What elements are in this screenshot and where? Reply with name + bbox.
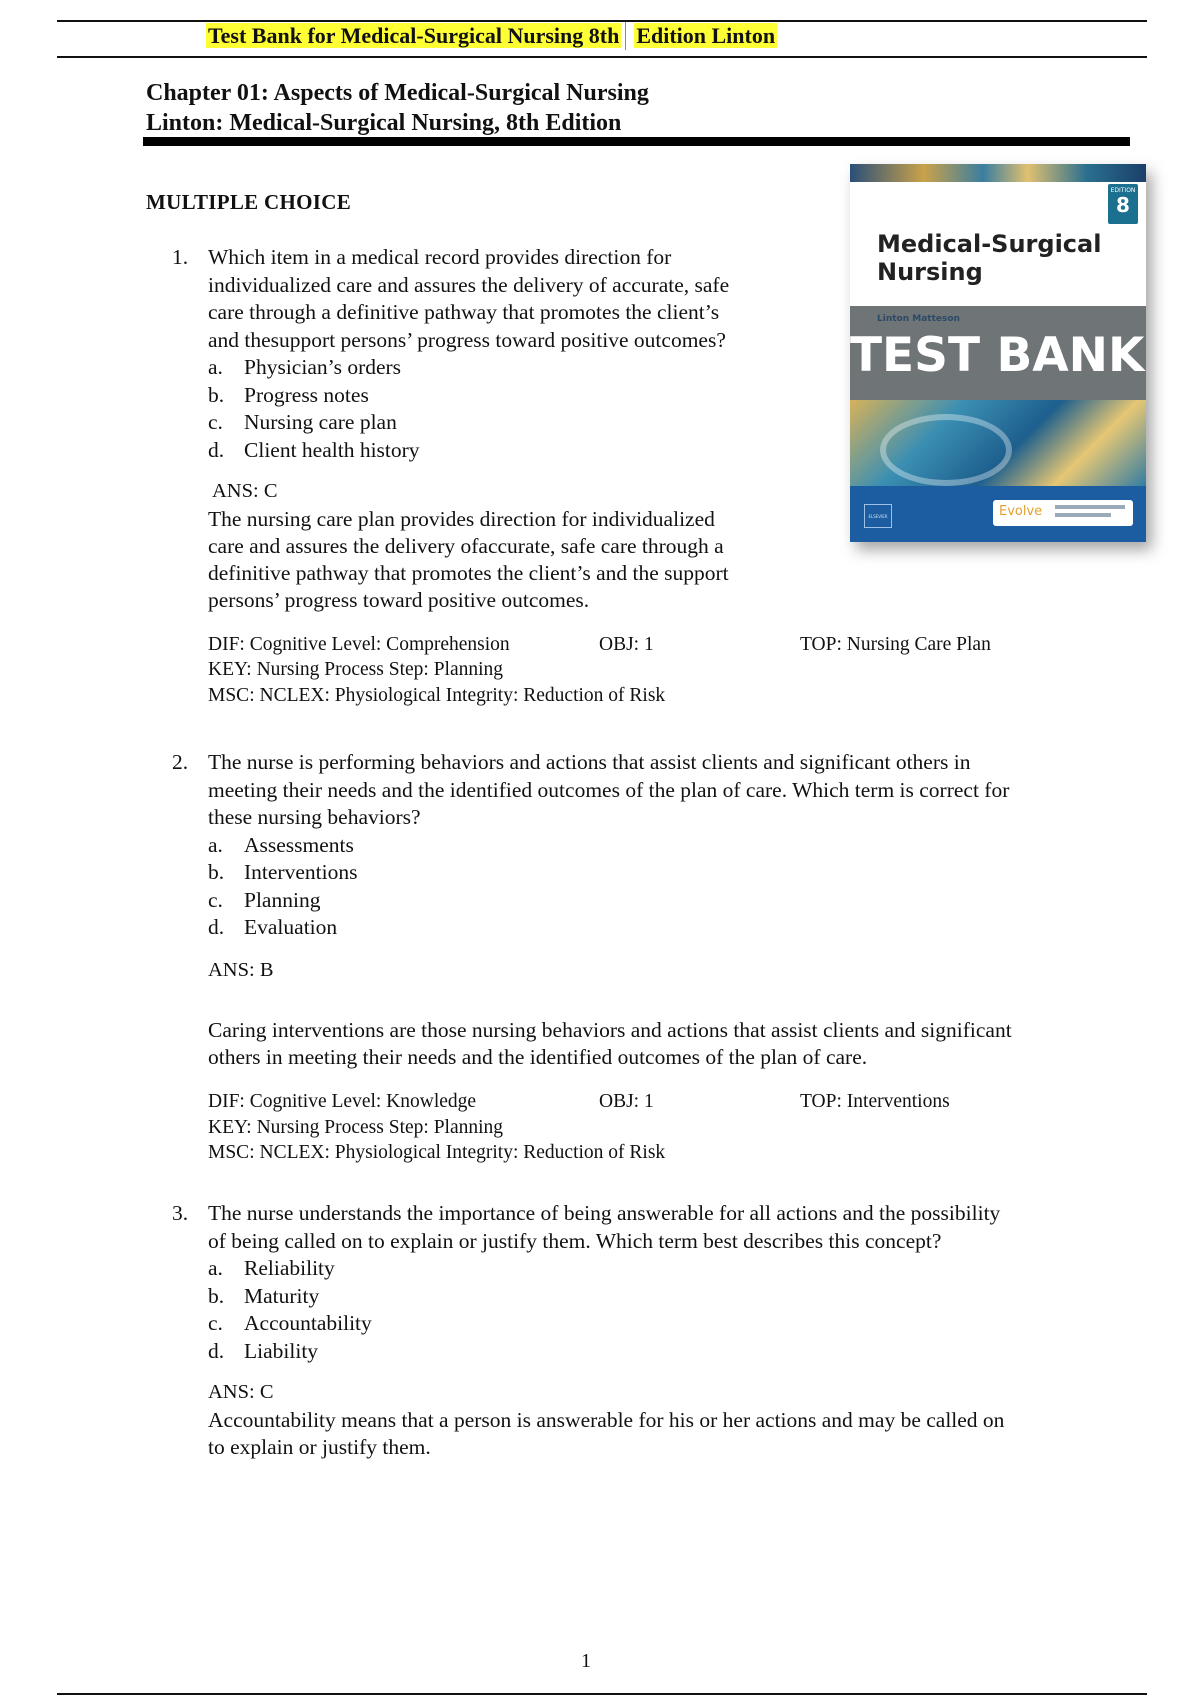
question-number: 3. (172, 1201, 189, 1225)
dif-label: DIF: Cognitive Level: Knowledge (208, 1091, 477, 1112)
stem-line: The nurse understands the importance of being answerable for all actions and the possibility (208, 1201, 1001, 1225)
book-title: Linton: Medical-Surgical Nursing, 8th Edition (146, 110, 622, 136)
option-text: Nursing care plan (244, 410, 397, 434)
document-banner (206, 22, 777, 50)
rationale-line: The nursing care plan provides direction for individualized (208, 506, 715, 531)
rationale-line: Accountability means that a person is answerable for his or her actions and may be called on (208, 1407, 1005, 1432)
option-text: Progress notes (244, 382, 369, 407)
option-letter: d. (208, 1338, 225, 1363)
obj-label: OBJ: 1 (599, 633, 654, 655)
rationale-line: definitive pathway that promotes the client’s and the support (208, 560, 729, 585)
option-letter: a. (208, 832, 223, 857)
option-d (208, 437, 828, 465)
msc-label: MSC: NCLEX: Physiological Integrity: Reduction of Risk (208, 684, 666, 706)
question-number: 1. (172, 245, 189, 269)
stem-line: Which item in a medical record provides direction for (208, 245, 672, 269)
page-number: 1 (581, 1650, 591, 1672)
stem-line: of being called on to explain or justify them. Which term best describes this concept? (208, 1228, 942, 1253)
cover-title (877, 230, 1101, 286)
banner-part-1: Test Bank for Medical-Surgical Nursing 8th (208, 23, 620, 48)
stem-line: and thesupport persons’ progress toward positive outcomes? (208, 327, 726, 352)
question-stem (208, 244, 828, 354)
option-text: Liability (244, 1338, 319, 1363)
option-text: Maturity (244, 1283, 320, 1308)
option-letter: c. (208, 410, 223, 434)
edition-number: 8 (1116, 193, 1130, 217)
option-a (208, 354, 828, 382)
option-letter: a. (208, 355, 223, 379)
edition-badge (1108, 184, 1138, 224)
option-letter: b. (208, 1283, 225, 1308)
rationale-line: care and assures the delivery ofaccurate, safe care through a (208, 533, 724, 558)
cover-authors: Linton Matteson (877, 314, 960, 324)
question-stem (208, 1200, 1168, 1255)
evolve-badge (993, 500, 1133, 526)
option-c (208, 1310, 1168, 1338)
evolve-logo: Evolve (999, 504, 1043, 519)
option-b (208, 382, 828, 410)
chapter-thick-rule (143, 137, 1130, 146)
evolve-fine-print-2 (1055, 513, 1111, 517)
option-a (208, 832, 1168, 860)
question-number: 2. (172, 750, 189, 774)
banner-gap (625, 22, 634, 50)
option-letter: d. (208, 437, 225, 462)
top-label: TOP: Interventions (800, 1091, 950, 1112)
question-metadata (208, 632, 991, 709)
key-label: KEY: Nursing Process Step: Planning (208, 1116, 504, 1138)
question-stem (208, 749, 1168, 832)
option-letter: a. (208, 1256, 223, 1280)
option-b (208, 1283, 1168, 1311)
option-d (208, 914, 1168, 942)
option-text: Physician’s orders (244, 355, 402, 379)
key-label: KEY: Nursing Process Step: Planning (208, 659, 504, 680)
edition-badge-label: EDITION (1110, 187, 1136, 194)
option-letter: d. (208, 915, 225, 939)
option-text: Planning (244, 887, 321, 912)
answer: ANS: C (208, 1381, 274, 1403)
option-text: Assessments (244, 832, 354, 857)
rationale-line: to explain or justify them. (208, 1434, 431, 1459)
dif-label: DIF: Cognitive Level: Comprehension (208, 633, 510, 655)
cover-title-line-1: Medical-Surgical (877, 230, 1102, 258)
msc-label: MSC: NCLEX: Physiological Integrity: Reduction of Risk (208, 1142, 666, 1163)
obj-label: OBJ: 1 (599, 1091, 654, 1112)
rationale (208, 506, 828, 614)
rationale (208, 1407, 1168, 1461)
option-letter: b. (208, 382, 225, 407)
rationale-line: Caring interventions are those nursing behaviors and actions that assist clients and significant (208, 1018, 1012, 1042)
option-text: Evaluation (244, 915, 338, 939)
rationale-line: others in meeting their needs and the identified outcomes of the plan of care. (208, 1045, 868, 1069)
evolve-fine-print (1055, 505, 1125, 509)
banner-part-2: Edition Linton (636, 23, 776, 48)
option-c (208, 409, 828, 437)
option-text: Reliability (244, 1256, 335, 1280)
option-letter: c. (208, 887, 223, 912)
option-text: Interventions (244, 860, 358, 884)
stem-line: individualized care and assures the delivery of accurate, safe (208, 272, 730, 297)
option-a (208, 1255, 1168, 1283)
stem-line: these nursing behaviors? (208, 805, 421, 829)
option-text: Accountability (244, 1311, 372, 1335)
banner-underline-rule (57, 56, 1147, 58)
test-bank-overlay: TEST BANK (850, 328, 1145, 383)
option-c (208, 887, 1168, 915)
cover-title-line-2: Nursing (877, 258, 983, 286)
option-d (208, 1338, 1168, 1366)
option-letter: b. (208, 860, 225, 884)
option-letter: c. (208, 1311, 223, 1335)
stem-line: meeting their needs and the identified outcomes of the plan of care. Which term is correct for (208, 777, 1010, 802)
cover-top-art (850, 164, 1146, 182)
book-cover-image (850, 164, 1146, 542)
answer: ANS: B (208, 958, 274, 981)
stem-line: The nurse is performing behaviors and actions that assist clients and significant others in (208, 750, 971, 774)
cover-swirl-art (880, 414, 1012, 486)
publisher-logo: ELSEVIER (864, 504, 892, 528)
bottom-rule (57, 1693, 1147, 1695)
option-text: Client health history (244, 437, 420, 462)
rationale (208, 1017, 1168, 1071)
top-label: TOP: Nursing Care Plan (800, 633, 991, 655)
chapter-title: Chapter 01: Aspects of Medical-Surgical Nursing (146, 80, 649, 106)
chapter-heading (146, 78, 649, 138)
question-metadata (208, 1089, 1168, 1166)
stem-line: care through a definitive pathway that promotes the client’s (208, 300, 720, 324)
rationale-line: persons’ progress toward positive outcomes. (208, 587, 590, 612)
answer: ANS: C (212, 480, 278, 502)
option-b (208, 859, 1168, 887)
section-title: MULTIPLE CHOICE (146, 190, 352, 214)
